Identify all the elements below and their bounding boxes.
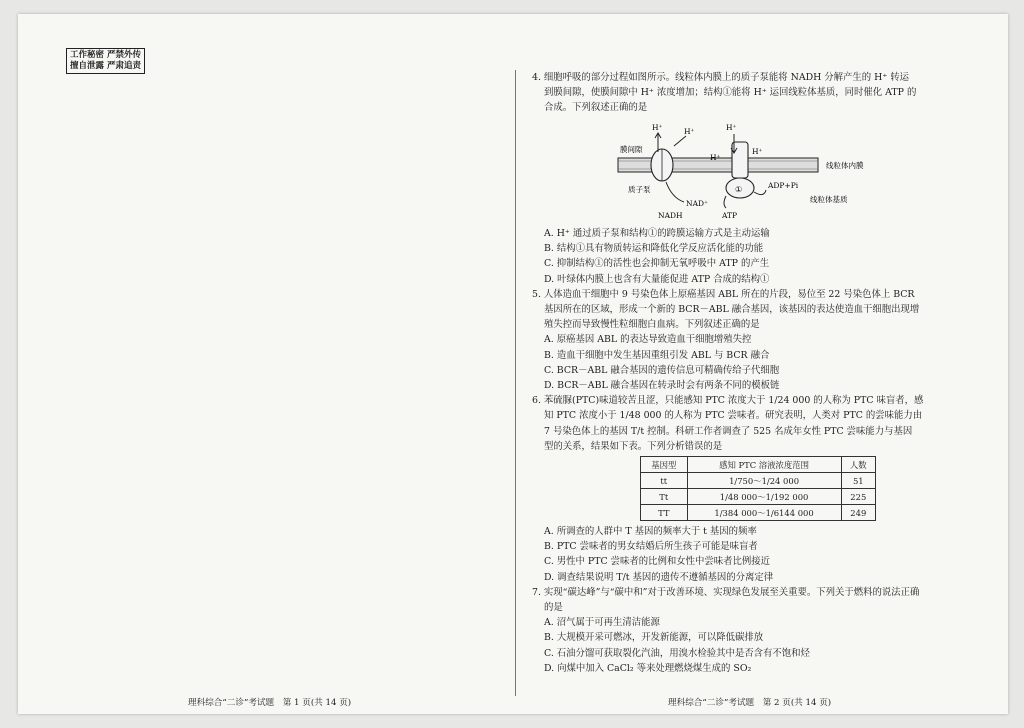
question-stem: 7 号染色体上的基因 T/t 控制。科研工作者调查了 525 名成年女性 PTC 尝味能力与基因 (544, 425, 913, 437)
confidential-line: 工作秘密 严禁外传 (70, 50, 141, 60)
adp-label: ADP+Pi (768, 181, 799, 190)
h-ion-label: H⁺ (726, 123, 737, 132)
proton-pump-label: 质子泵 (628, 185, 651, 194)
option: A. 所调查的人群中 T 基因的频率大于 t 基因的频率 (544, 526, 757, 538)
table-row (641, 473, 876, 489)
table-cell: Tt (641, 489, 688, 505)
table-cell: 225 (841, 489, 875, 505)
option: B. 大规模开采可燃冰，开发新能源，可以降低碳排放 (544, 632, 764, 644)
option: B. 结构①具有物质转运和降低化学反应活化能的功能 (544, 243, 764, 255)
table-cell: 51 (841, 473, 875, 489)
option: C. 抑制结构①的活性也会抑制无氧呼吸中 ATP 的产生 (544, 258, 770, 270)
table-cell: 249 (841, 505, 875, 521)
table-row (641, 505, 876, 521)
table-cell: 1/48 000～1/192 000 (687, 489, 841, 505)
table-cell: 1/384 000～1/6144 000 (687, 505, 841, 521)
structure-label: ① (735, 185, 743, 194)
question-stem: 基因所在的区域，形成一个新的 BCR－ABL 融合基因，该基因的表达使造血干细胞出现增 (544, 304, 920, 316)
page-footer-right: 理科综合“二诊”考试题 第 2 页(共 14 页) (668, 698, 832, 708)
table-header: 基因型 (641, 457, 688, 473)
option: B. PTC 尝味者的男女结婚后所生孩子可能是味盲者 (544, 541, 758, 553)
h-ion-label: H⁺ (710, 153, 721, 162)
question-stem: 6. 苯硫脲(PTC)味道较苦且涩，只能感知 PTC 浓度大于 1/24 000 的人称为 PTC 味盲者，感 (532, 395, 924, 407)
question-stem: 合成。下列叙述正确的是 (544, 102, 648, 114)
question-stem: 4. 细胞呼吸的部分过程如图所示。线粒体内膜上的质子泵能将 NADH 分解产生的 H⁺ 转运 (532, 72, 910, 83)
question-stem: 型的关系，结果如下表。下列分析错误的是 (544, 440, 723, 452)
confidential-stamp (66, 48, 145, 74)
matrix-label: 线粒体基质 (810, 195, 848, 204)
option: B. 造血干细胞中发生基因重组引发 ABL 与 BCR 融合 (544, 349, 770, 361)
table-cell: TT (641, 505, 688, 521)
table-header-row (641, 457, 876, 473)
question-stem: 7. 实现“碳达峰”与“碳中和”对于改善环境、实现绿色发展至关重要。下列关于燃料的说法正确 (532, 586, 920, 598)
nad-label: NAD⁺ (686, 199, 708, 208)
option: D. 向煤中加入 CaCl₂ 等来处理燃烧煤生成的 SO₂ (544, 662, 752, 674)
option: D. 叶绿体内膜上也含有大量能促进 ATP 合成的结构① (544, 273, 770, 285)
question-stem: 的是 (544, 602, 563, 614)
intermembrane-label: 膜间隙 (620, 145, 643, 154)
table-header: 感知 PTC 溶液浓度范围 (687, 457, 841, 473)
inner-membrane-label: 线粒体内膜 (826, 161, 864, 170)
option: A. 原癌基因 ABL 的表达导致造血干细胞增殖失控 (544, 334, 752, 346)
question-block (532, 70, 962, 116)
question-stem: 5. 人体造血干细胞中 9 号染色体上原癌基因 ABL 所在的片段，易位至 22 号染色体上 BCR (532, 288, 915, 300)
question-stem: 到膜间隙，使膜间隙中 H⁺ 浓度增加；结构①能将 H⁺ 运回线粒体基质，同时催化 ATP 的 (544, 87, 917, 99)
confidential-line: 擅自泄露 严肃追责 (70, 61, 141, 71)
table-header: 人数 (841, 457, 875, 473)
table-cell: tt (641, 473, 688, 489)
option: C. 石油分馏可获取裂化汽油，用溴水检验其中是否含有不饱和烃 (544, 647, 810, 659)
option: C. 男性中 PTC 尝味者的比例和女性中尝味者比例接近 (544, 556, 770, 568)
h-ion-label: H⁺ (752, 147, 763, 156)
mitochondria-diagram (614, 112, 914, 222)
page-divider (515, 70, 516, 696)
option: D. 调查结果说明 T/t 基因的遗传不遵循基因的分离定律 (544, 571, 774, 583)
question-stem: 知 PTC 浓度小于 1/48 000 的人称为 PTC 尝味者。研究表明，人类对 PTC 的尝味能力由 (544, 410, 923, 422)
h-ion-label: H⁺ (684, 127, 695, 136)
right-page (532, 14, 962, 714)
option: A. 沼气属于可再生清洁能源 (544, 617, 660, 629)
option: D. BCR－ABL 融合基因在转录时会有两条不同的模板链 (544, 380, 780, 392)
page-footer-left: 理科综合“二诊”考试题 第 1 页(共 14 页) (188, 698, 352, 708)
nadh-label: NADH (658, 211, 683, 220)
table-cell: 1/750～1/24 000 (687, 473, 841, 489)
question-block (532, 226, 962, 676)
table-row (641, 489, 876, 505)
option: C. BCR－ABL 融合基因的遗传信息可精确传给子代细胞 (544, 364, 780, 376)
option: A. H⁺ 通过质子泵和结构①的跨膜运输方式是主动运输 (544, 228, 770, 239)
question-stem: 殖失控而导致慢性粒细胞白血病。下列叙述正确的是 (544, 319, 760, 331)
atp-label: ATP (722, 211, 738, 220)
h-ion-label: H⁺ (652, 123, 663, 132)
ptc-table (640, 456, 876, 521)
exam-sheet (18, 14, 1008, 714)
